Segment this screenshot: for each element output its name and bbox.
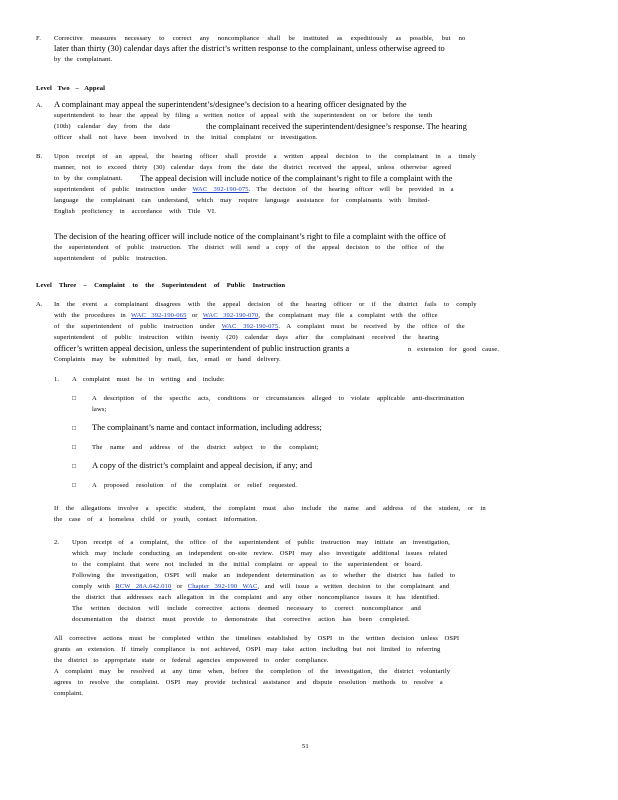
bullet-description-cont: laws; [92,406,107,413]
section-f-line2: later than thirty (30) calendar days after the district’s written response to the complainant, unless otherwise agreed to [54,44,445,53]
level-two-a-line4: officer shall not have been involved in the initial complaint or investigation. [54,134,318,141]
closing-line2: grants an extension. If timely compliance is not achieved, OSPI may take action including but not limited to referring [54,646,441,653]
level-two-para2: the superintendent of public instruction. The district will send a copy of the appeal decision to the office of the [54,244,445,251]
bullet-proposed-resolution: A proposed resolution of the complaint or relief requested. [92,482,298,489]
level-three-a-label: A. [36,301,43,308]
wac-392-190-070-link[interactable]: WAC 392-190-070 [202,312,259,319]
level-two-b-label: B. [36,153,43,160]
closing-line6: complaint. [54,690,84,697]
closing-line4: A complaint may be resolved at any time when, before the completion of the investigation, the district voluntarily [54,668,451,675]
level-two-para1: The decision of the hearing officer will include notice of the complainant’s right to file a complaint with the office of [54,232,446,241]
item-2-line5b: or [176,583,183,590]
level-two-a-line2: superintendent to hear the appeal by filing a written notice of appeal with the superintendent on or before the tenth [54,112,433,119]
level-two-b-line3a: to by the complainant. [54,175,123,182]
wac-392-190-065-link[interactable]: WAC 392-190-065 [131,312,187,319]
square-bullet-icon: □ [72,425,77,432]
level-two-heading: Level Two – Appeal [36,85,106,92]
bullet-description: A description of the specific acts, conditions or circumstances alleged to violate applicable anti-discrimination [92,395,465,402]
item-2-label: 2. [54,539,60,546]
item-2-line6: the district that addresses each allegation in the complaint and any other noncompliance issues it has identified. [72,594,440,601]
wac-392-190-075-link[interactable]: WAC 392-190-075 [192,186,249,193]
level-three-a-line5a: officer’s written appeal decision, unless the superintendent of public instruction grants a [54,344,350,353]
bullet-decision-copy: A copy of the district’s complaint and appeal decision, if any; and [92,461,313,470]
bullet-contact-info: The complainant’s name and contact information, including address; [92,423,322,432]
student-note-line1: If the allegations involve a specific student, the complaint must also include the name and address of the student, or in [54,505,486,512]
level-three-a-line4: superintendent of public instruction within twenty (20) calendar days after the complainant received the hearing [54,334,439,341]
item-2-line8: documentation the district must provide to demonstrate that corrective action has been completed. [72,616,410,623]
level-three-a-line2 [54,311,438,321]
item-2-line2: which may include conducting an independent on-site review. OSPI may also investigate additional issues related [72,550,448,557]
closing-line5: agrees to resolve the complaint. OSPI may provide technical assistance and dispute resolution methods to resolve a [54,679,443,686]
item-2-line5c: , and will issue a written decision to the complainant and [257,583,450,590]
level-three-a-line3b: . A complaint must be received by the office of the [278,323,465,330]
square-bullet-icon: □ [72,444,77,451]
level-two-a-line1: A complainant may appeal the superintendent’s/designee’s decision to a hearing officer designated by the [54,100,407,109]
level-two-a-line3a: (10th) calendar day from the date [54,123,171,130]
section-f-line1: Corrective measures necessary to correct any noncompliance shall be instituted as expeditiously as possible, but no [54,35,466,42]
level-two-a-line3b: the complainant received the superintendent/designee’s response. The hearing [206,122,467,131]
item-1-text: A complaint must be in writing and include: [72,376,225,383]
square-bullet-icon: □ [72,482,77,489]
chapter-392-190-wac-link[interactable]: Chapter 392-190 WAC [187,583,258,590]
square-bullet-icon: □ [72,463,77,470]
item-2-line5a: comply with [72,583,110,590]
level-three-a-line2a: with the procedures in [54,312,126,319]
bullet-district-address: The name and address of the district subject to the complaint; [92,444,319,451]
level-three-a-line1: In the event a complainant disagrees with the appeal decision of the hearing officer or if the district fails to comply [54,301,477,308]
item-1-label: 1. [54,376,60,383]
item-2-line4: Following the investigation, OSPI will make an independent determination as to whether the district has failed to [72,572,456,579]
closing-line1: All corrective actions must be completed within the timelines established by OSPI in the written decision unless OSPI [54,635,460,642]
item-2-line7: The written decision will include corrective actions deemed necessary to correct noncompliance and [72,605,421,612]
section-f-label: F. [36,35,41,42]
level-two-b-line4a: superintendent of public instruction under [54,186,187,193]
square-bullet-icon: □ [72,395,77,402]
item-2-line5 [72,582,449,592]
level-three-a-line3a: of the superintendent of public instruction under [54,323,216,330]
level-three-heading: Level Three – Complaint to the Superintendent of Public Instruction [36,282,286,289]
page-number: 51 [302,743,309,750]
level-two-b-line6: English proficiency in accordance with Title VI. [54,208,216,215]
section-f-line3: by the complainant. [54,56,113,63]
level-three-a-line3 [54,322,465,332]
wac-392-190-075-link-2[interactable]: WAC 392-190-075 [221,323,279,330]
level-two-b-line1: Upon receipt of an appeal, the hearing officer shall provide a written appeal decision to the complainant in a timely [54,153,476,160]
level-two-a-label: A. [36,102,43,109]
level-two-b-line5: language the complainant can understand, which may require language assistance for complainants with limited- [54,197,430,204]
item-2-line3: to the complaint that were not included in the initial complaint or appeal to the superintendent or board. [72,561,423,568]
level-three-a-line2b: or [191,312,198,319]
student-note-line2: the case of a homeless child or youth, contact information. [54,516,258,523]
level-three-a-line6: Complaints may be submitted by mail, fax, email or hand delivery. [54,356,281,363]
level-two-b-line4 [54,185,454,195]
level-three-a-line5b: n extension for good cause. [408,346,500,353]
level-two-b-line4b: . The decision of the hearing officer will be provided in a [248,186,454,193]
rcw-28a-642-010-link[interactable]: RCW 28A.642.010 [115,583,172,590]
level-two-b-line2: manner, not to exceed thirty (30) calendar days from the date the district received the appeal, unless otherwise agreed [54,164,452,171]
level-three-a-line2c: , the complainant may file a complaint with the office [258,312,438,319]
level-two-b-line3b: The appeal decision will include notice of the complainant’s right to file a complaint with the [140,174,453,183]
level-two-para3: superintendent of public instruction. [54,255,168,262]
item-2-line1: Upon receipt of a complaint, the office of the superintendent of public instruction may initiate an investigation, [72,539,450,546]
closing-line3: the district to appropriate state or federal agencies empowered to order compliance. [54,657,329,664]
